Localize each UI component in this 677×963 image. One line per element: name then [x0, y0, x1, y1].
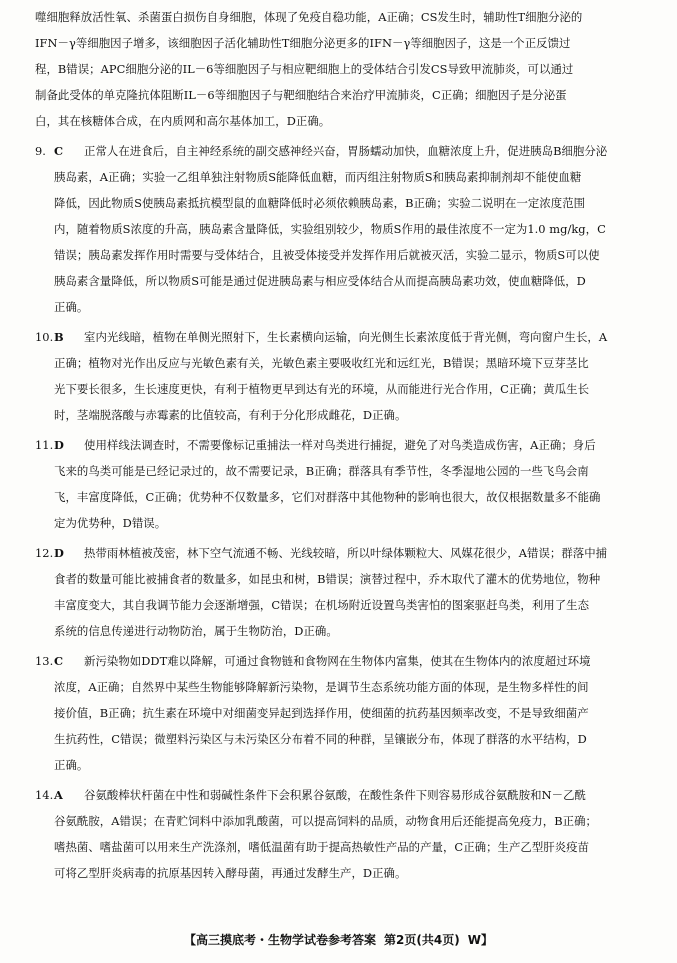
intro-line: 噬细胞释放活性氧、杀菌蛋白损伤自身细胞，体现了免疫自稳功能，A正确；CS发生时，辅助性T细胞分泌的 — [35, 10, 583, 24]
answer-line: 错误；胰岛素发挥作用时需要与受体结合，且被受体接受并发挥作用后就被灭活，实验二显示，物质S可以使 — [54, 248, 600, 262]
answer-letter: A — [54, 788, 63, 802]
answer-line: 内，随着物质S浓度的升高，胰岛素含量降低，实验组别较少，物质S作用的最佳浓度不一定为1.0 mg/kg，C — [54, 222, 606, 236]
answer-item — [35, 644, 653, 778]
answer-line: 光下要长很多，生长速度更快，有利于植物更早到达有光的环境，从而能进行光合作用，C正确；黄瓜生长 — [54, 382, 590, 396]
answer-number: 14. — [35, 788, 54, 802]
answer-line: 接价值，B正确；抗生素在环境中对细菌变异起到选择作用，使细菌的抗药基因频率改变，不是导致细菌产 — [54, 706, 589, 720]
answer-line — [35, 138, 653, 164]
answer-number: 10. — [35, 330, 54, 344]
answer-number: 13. — [35, 654, 54, 668]
intro-line: IFN－γ等细胞因子增多，该细胞因子活化辅助性T细胞分泌更多的IFN－γ等细胞因子，这是一个正反馈过 — [35, 36, 571, 50]
answer-line — [35, 782, 653, 808]
answer-line: 谷氨酰胺，A错误；在青贮饲料中添加乳酸菌，可以提高饲料的品质，动物食用后还能提高免疫力，B正确； — [54, 814, 597, 828]
answer-line: 生抗药性，C错误；微塑料污染区与未污染区分布着不同的种群，呈镶嵌分布，体现了群落的水平结构，D — [54, 732, 587, 746]
answer-letter: D — [54, 546, 64, 560]
answer-line: 飞来的鸟类可能是已经记录过的，故不需要记录，B正确；群落具有季节性，冬季湿地公园的一些飞鸟会南 — [54, 464, 589, 478]
answer-item — [35, 134, 653, 320]
answer-item — [35, 428, 653, 536]
answer-number: 11. — [35, 438, 54, 452]
answer-line: 食者的数量可能比被捕食者的数量多，如昆虫和树，B错误；演替过程中，乔木取代了灌木的优势地位，物种 — [54, 572, 601, 586]
answer-text: 新污染物如DDT难以降解，可通过食物链和食物网在生物体内富集，使其在生物体内的浓度超过环境 — [84, 654, 591, 668]
answer-line: 嗜热菌、嗜盐菌可以用来生产洗涤剂，嗜低温菌有助于提高热敏性产品的产量，C正确；生产乙型肝炎疫苗 — [54, 840, 590, 854]
answer-text: 热带雨林植被茂密，林下空气流通不畅、光线较暗，所以叶绿体颗粒大、风媒花很少，A错误；群落中捕 — [84, 546, 608, 560]
answer-item — [35, 320, 653, 428]
answer-letter: D — [54, 438, 64, 452]
answer-line: 浓度，A正确；自然界中某些生物能够降解新污染物，是调节生态系统功能方面的体现，是生物多样性的间 — [54, 680, 589, 694]
answer-text: 正常人在进食后，自主神经系统的副交感神经兴奋，胃肠蠕动加快，血糖浓度上升，促进胰岛B细胞分泌 — [84, 144, 608, 158]
page-footer — [0, 931, 677, 948]
answer-line: 胰岛素含量降低，所以物质S可能是通过促进胰岛素与相应受体结合从而提高胰岛素功效，使血糖降低，D — [54, 274, 586, 288]
answer-line: 系统的信息传递进行动物防治，属于生物防治，D正确。 — [54, 624, 338, 638]
footer-title: 【高三摸底考・生物学试卷参考答案 — [184, 933, 377, 947]
answer-list — [35, 134, 653, 886]
answer-text: 谷氨酸棒状杆菌在中性和弱碱性条件下会积累谷氨酸，在酸性条件下则容易形成谷氨酰胺和N－乙酰 — [84, 788, 586, 802]
footer-code: W】 — [467, 933, 493, 947]
answer-number: 9. — [35, 144, 46, 158]
answer-line — [35, 432, 653, 458]
answer-item — [35, 536, 653, 644]
answer-line — [35, 648, 653, 674]
answer-line: 可将乙型肝炎病毒的抗原基因转入酵母菌，再通过发酵生产，D正确。 — [54, 866, 407, 880]
answer-line — [35, 540, 653, 566]
intro-paragraph — [35, 0, 653, 134]
answer-item — [35, 778, 653, 886]
intro-line: 制备此受体的单克隆抗体阻断IL－6等细胞因子与靶细胞结合来治疗甲流肺炎，C正确；细胞因子是分泌蛋 — [35, 88, 567, 102]
answer-line — [35, 324, 653, 350]
answer-letter: B — [54, 330, 64, 344]
answer-line: 正确。 — [54, 300, 89, 314]
answer-line: 飞，丰富度降低，C正确；优势种不仅数量多，它们对群落中其他物种的影响也很大，故仅根据数量多不能确 — [54, 490, 601, 504]
answer-number: 12. — [35, 546, 54, 560]
footer-page: 第2页(共4页) — [384, 933, 460, 947]
answer-line: 时，茎端脱落酸与赤霉素的比值较高，有利于分化形成雌花，D正确。 — [54, 408, 407, 422]
answer-line: 正确。 — [54, 758, 89, 772]
answer-text: 使用样线法调查时，不需要像标记重捕法一样对鸟类进行捕捉，避免了对鸟类造成伤害，A正确；身后 — [84, 438, 596, 452]
answer-line: 正确；植物对光作出反应与光敏色素有关，光敏色素主要吸收红光和远红光，B错误；黑暗环境下豆芽茎比 — [54, 356, 589, 370]
answer-line: 丰富度变大，其自我调节能力会逐渐增强，C错误；在机场附近设置鸟类害怕的图案驱赶鸟类，利用了生态 — [54, 598, 590, 612]
answer-letter: C — [54, 654, 64, 668]
answer-line: 降低，因此物质S使胰岛素抵抗模型鼠的血糖降低时必须依赖胰岛素，B正确；实验二说明在一定浓度范围 — [54, 196, 586, 210]
answer-line: 胰岛素，A正确；实验一乙组单独注射物质S能降低血糖，而丙组注射物质S和胰岛素抑制剂却不能使血糖 — [54, 170, 582, 184]
answer-text: 室内光线暗，植物在单侧光照射下，生长素横向运输，向光侧生长素浓度低于背光侧，弯向窗户生长，A — [84, 330, 608, 344]
answer-letter: C — [54, 144, 64, 158]
answer-line: 定为优势种，D错误。 — [54, 516, 167, 530]
intro-line: 程，B错误；APC细胞分泌的IL－6等细胞因子与相应靶细胞上的受体结合引发CS导致甲流肺炎，可以通过 — [35, 62, 574, 76]
intro-line: 白，其在核糖体合成，在内质网和高尔基体加工，D正确。 — [35, 114, 331, 128]
